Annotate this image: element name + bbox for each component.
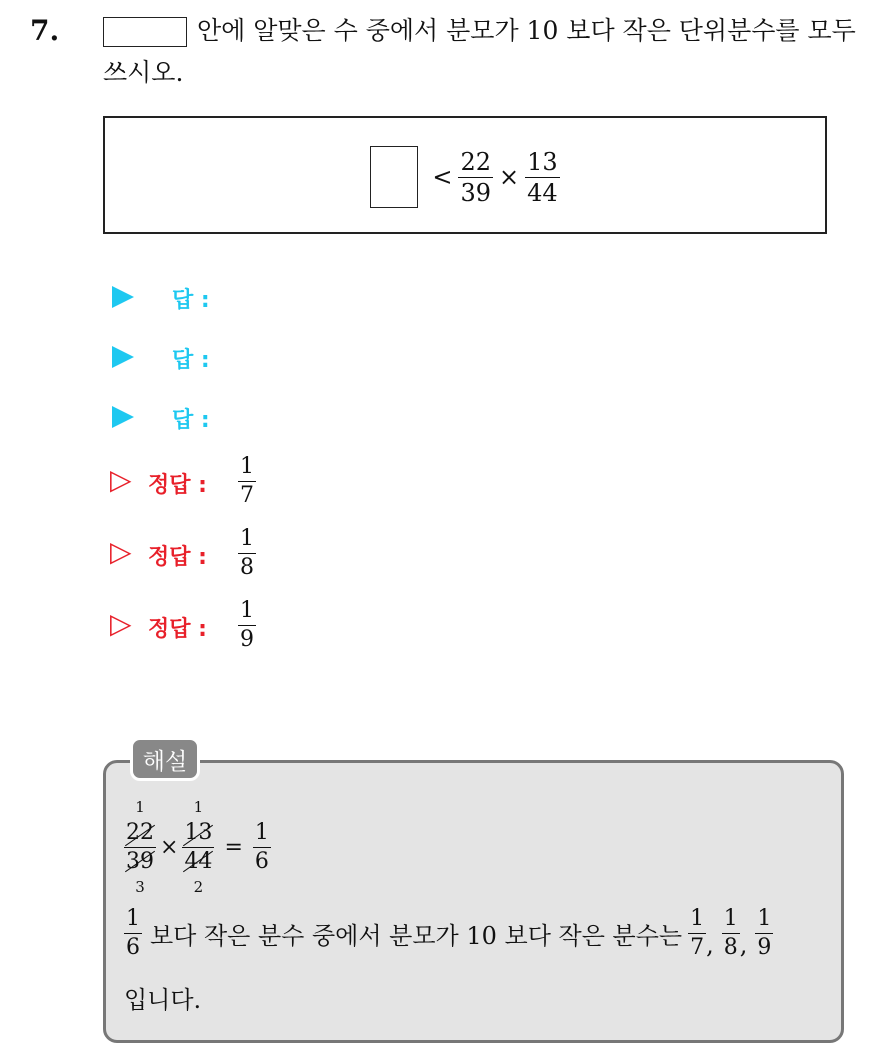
fraction-numerator: 1 <box>688 908 706 934</box>
fraction-numerator: 1 <box>253 822 271 848</box>
blank-square <box>370 146 418 208</box>
correct-label-1: 정답 : <box>148 473 207 498</box>
inequality-box <box>103 116 827 234</box>
solution-tag: 해설 <box>130 737 200 781</box>
fraction-numerator: 1 <box>124 908 142 934</box>
fraction-denominator: 44 <box>184 849 213 874</box>
answer-label-2: 답 : <box>172 348 210 373</box>
reduced-denominator: 3 <box>135 878 145 896</box>
answer-arrow-icon <box>112 406 134 428</box>
blank-box <box>103 17 187 47</box>
fraction-numerator: 22 <box>124 822 156 848</box>
fraction-13-44 <box>525 147 560 207</box>
fraction-numerator: 1 <box>755 908 773 934</box>
fraction-22-39 <box>458 147 493 207</box>
reduced-numerator: 1 <box>135 798 145 816</box>
answer-label-3: 답 : <box>172 408 210 433</box>
equals-sign: = <box>224 835 243 860</box>
fraction-numerator: 1 <box>722 908 740 934</box>
cancellation-equation <box>124 798 271 896</box>
question-number: 7. <box>30 14 60 47</box>
answer-arrow-icon <box>112 346 134 368</box>
times-sign: × <box>499 163 520 191</box>
correct-arrow-icon: ▷ <box>110 607 132 640</box>
fraction-denominator: 39 <box>460 178 491 207</box>
fraction-numerator: 22 <box>460 147 491 176</box>
solution-box <box>103 760 844 1043</box>
fraction-denominator: 9 <box>757 935 772 960</box>
solution-text: 보다 작은 분수 중에서 분모가 10 보다 작은 분수는 <box>150 922 683 950</box>
reduced-numerator: 1 <box>193 798 204 816</box>
fraction-denominator: 7 <box>690 935 705 960</box>
solution-answer-2 <box>722 908 740 959</box>
fraction-denominator: 7 <box>240 483 254 508</box>
fraction-denominator: 8 <box>240 555 254 580</box>
cancelled-fraction-13-44 <box>182 798 214 896</box>
result-fraction <box>253 822 271 873</box>
fraction-denominator: 6 <box>126 935 140 960</box>
reduced-denominator: 2 <box>193 878 204 896</box>
inequality <box>105 146 825 208</box>
times-sign: × <box>160 835 179 860</box>
question-text-line1: 안에 알맞은 수 중에서 분모가 10 보다 작은 단위분수를 모두 <box>197 16 856 45</box>
answer-label-1: 답 : <box>172 288 210 313</box>
solution-line-3: 입니다. <box>124 986 202 1014</box>
fraction-numerator: 13 <box>182 822 214 848</box>
fraction-numerator: 1 <box>238 528 256 554</box>
fraction-denominator: 6 <box>254 849 269 874</box>
cancelled-fraction-22-39 <box>124 798 156 896</box>
correct-label-2: 정답 : <box>148 545 207 570</box>
fraction-denominator: 8 <box>723 935 738 960</box>
comma: , <box>739 931 748 959</box>
solution-answer-1 <box>688 908 706 959</box>
fraction-numerator: 1 <box>238 456 256 482</box>
correct-answer-1 <box>238 456 256 507</box>
comma: , <box>706 931 714 959</box>
answer-arrow-icon <box>112 286 134 308</box>
question-text-line2: 쓰시오. <box>103 58 184 87</box>
less-than-sign: < <box>432 163 453 191</box>
solution-answer-3 <box>755 908 773 959</box>
correct-arrow-icon: ▷ <box>110 535 132 568</box>
correct-arrow-icon: ▷ <box>110 463 132 496</box>
fraction-denominator: 9 <box>240 627 254 652</box>
fraction-numerator: 1 <box>238 600 256 626</box>
one-sixth-fraction <box>124 908 142 959</box>
fraction-denominator: 39 <box>126 849 154 874</box>
correct-answer-2 <box>238 528 256 579</box>
fraction-denominator: 44 <box>527 178 558 207</box>
correct-label-3: 정답 : <box>148 617 207 642</box>
correct-answer-3 <box>238 600 256 651</box>
solution-line-2 <box>124 908 773 959</box>
fraction-numerator: 13 <box>527 147 558 176</box>
